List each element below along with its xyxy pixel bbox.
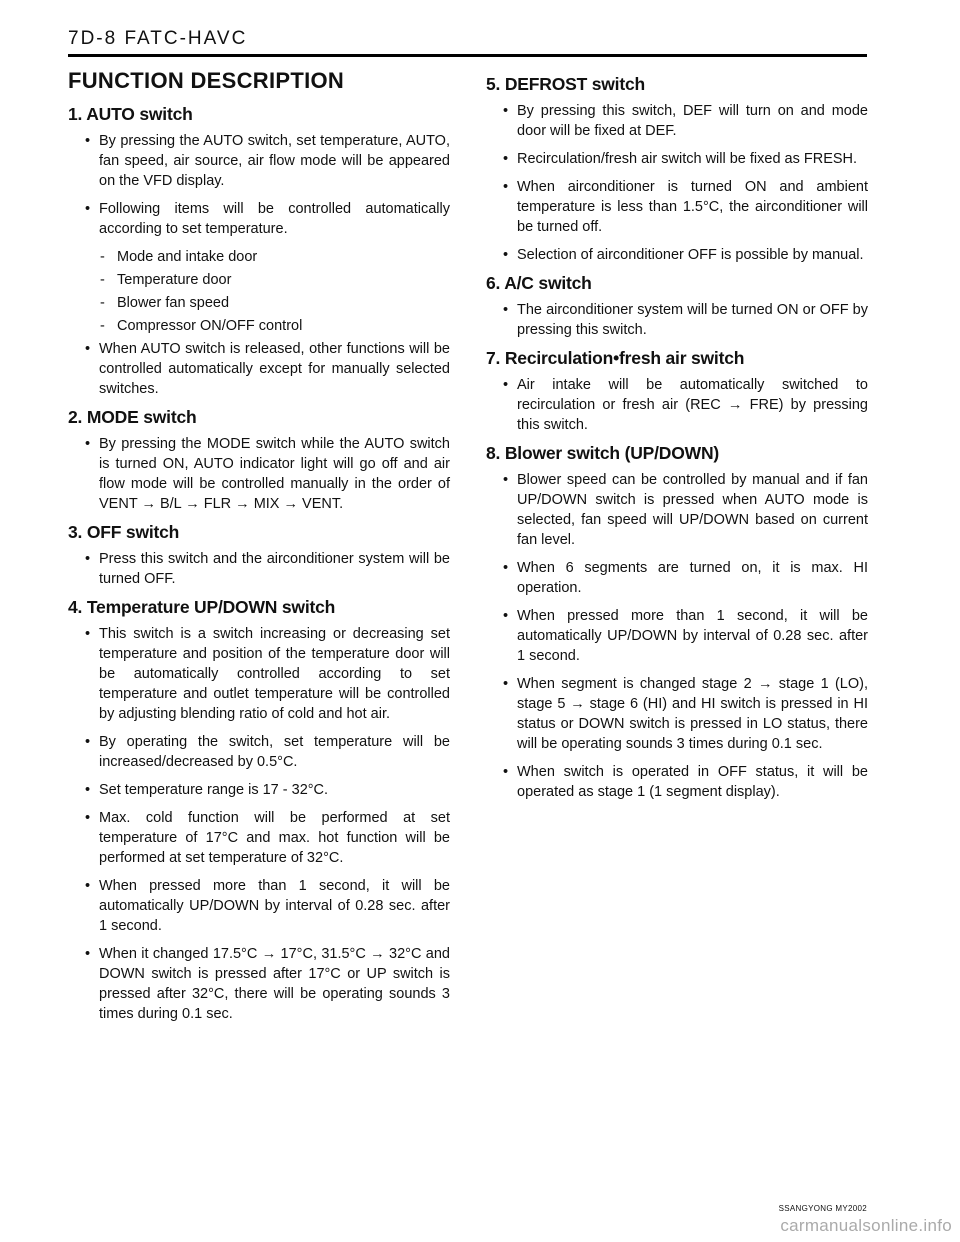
bullet-text: When 6 segments are turned on, it is max. HI operation. (517, 560, 868, 596)
dash-icon: - (100, 318, 105, 334)
section (68, 104, 450, 399)
section (68, 597, 450, 1024)
left-column (68, 68, 450, 1032)
bullet-text: When pressed more than 1 second, it will be automatically UP/DOWN by interval of 0.28 sec. after 1 second. (517, 608, 868, 664)
bullet-text: When AUTO switch is released, other functions will be controlled automatically except for manually selected switches. (99, 341, 450, 397)
section-heading: 3. OFF switch (68, 522, 180, 542)
bullet-icon: • (503, 179, 509, 195)
bullet-icon: • (503, 472, 509, 488)
bullet-text: Air intake will be automatically switched to recirculation or fresh air (REC → FRE) by pressing this switch. (517, 377, 868, 433)
sub-item (68, 293, 450, 313)
bullet-icon: • (503, 103, 509, 119)
bullet-icon: • (85, 810, 91, 826)
bullet-text: Following items will be controlled automatically according to set temperature. (99, 201, 450, 237)
bullet-icon: • (503, 608, 509, 624)
section-heading: 5. DEFROST switch (486, 74, 645, 94)
bullet-text: Press this switch and the airconditioner system will be turned OFF. (99, 551, 450, 587)
bullet-item (68, 131, 450, 191)
bullet-text: Recirculation/fresh air switch will be fixed as FRESH. (517, 151, 858, 167)
bullet-item (68, 199, 450, 239)
bullet-item (68, 780, 450, 800)
bullet-icon: • (503, 377, 509, 393)
bullet-icon: • (503, 764, 509, 780)
bullet-icon: • (85, 626, 91, 642)
sub-item (68, 270, 450, 290)
bullet-item (486, 558, 868, 598)
section-heading: 2. MODE switch (68, 407, 197, 427)
bullet-item (68, 876, 450, 936)
bullet-icon: • (85, 436, 91, 452)
bullet-text: Max. cold function will be performed at set temperature of 17°C and max. hot function will be performed at set temperature of 32°C. (99, 810, 450, 866)
sub-item (68, 247, 450, 267)
footer-text: SSANGYONG MY2002 (778, 1204, 867, 1213)
bullet-item (486, 101, 868, 141)
watermark-link[interactable]: carmanualsonline.info (780, 1216, 952, 1235)
right-column (486, 68, 868, 810)
section-heading: 7. Recirculation•fresh air switch (486, 348, 745, 368)
right-sections (486, 74, 868, 802)
bullet-item (486, 149, 868, 169)
bullet-text: When it changed 17.5°C → 17°C, 31.5°C → 32°C and DOWN switch is pressed after 17°C or UP switch is pressed after 32°C, there will be operating sounds 3 times during 0.1 sec. (99, 946, 450, 1022)
bullet-text: When airconditioner is turned ON and ambient temperature is less than 1.5°C, the airconditioner will be turned off. (517, 179, 868, 235)
bullet-icon: • (85, 782, 91, 798)
sub-item-text: Compressor ON/OFF control (117, 318, 303, 334)
bullet-icon: • (503, 560, 509, 576)
left-sections (68, 104, 450, 1024)
sub-item (68, 316, 450, 336)
section (486, 443, 868, 802)
bullet-item (68, 808, 450, 868)
dash-icon: - (100, 272, 105, 288)
bullet-text: The airconditioner system will be turned ON or OFF by pressing this switch. (517, 302, 868, 338)
bullet-text: Selection of airconditioner OFF is possible by manual. (517, 247, 864, 263)
bullet-item (486, 300, 868, 340)
bullet-item (486, 177, 868, 237)
bullet-item (68, 732, 450, 772)
section-heading: 1. AUTO switch (68, 104, 193, 124)
section (68, 522, 450, 589)
section (486, 74, 868, 265)
bullet-text: When pressed more than 1 second, it will be automatically UP/DOWN by interval of 0.28 sec. after 1 second. (99, 878, 450, 934)
page-header-title: 7D-8 FATC-HAVC (68, 28, 248, 49)
bullet-icon: • (85, 341, 91, 357)
bullet-item (68, 624, 450, 724)
section-heading: 4. Temperature UP/DOWN switch (68, 597, 336, 617)
bullet-item (486, 470, 868, 550)
bullet-text: By pressing this switch, DEF will turn on and mode door will be fixed at DEF. (517, 103, 868, 139)
bullet-item (486, 762, 868, 802)
bullet-icon: • (503, 676, 509, 692)
sub-item-text: Temperature door (117, 272, 232, 288)
section (68, 407, 450, 514)
bullet-icon: • (503, 247, 509, 263)
section (486, 273, 868, 340)
bullet-item (486, 606, 868, 666)
dash-icon: - (100, 249, 105, 265)
dash-icon: - (100, 295, 105, 311)
bullet-text: By pressing the MODE switch while the AUTO switch is turned ON, AUTO indicator light will go off and air flow mode will be controlled manually in the order of VENT → B/L → FLR → MIX → VENT. (99, 436, 450, 512)
bullet-icon: • (85, 551, 91, 567)
bullet-text: When switch is operated in OFF status, it will be operated as stage 1 (1 segment display). (517, 764, 868, 800)
section-heading: 8. Blower switch (UP/DOWN) (486, 443, 720, 463)
bullet-text: Blower speed can be controlled by manual and if fan UP/DOWN switch is pressed when AUTO mode is selected, fan speed will UP/DOWN based on current fan level. (517, 472, 868, 548)
sub-item-text: Blower fan speed (117, 295, 230, 311)
bullet-icon: • (85, 734, 91, 750)
section (486, 348, 868, 435)
bullet-item (68, 549, 450, 589)
bullet-item (486, 375, 868, 435)
bullet-icon: • (503, 302, 509, 318)
page-title: FUNCTION DESCRIPTION (68, 68, 345, 93)
bullet-item (68, 944, 450, 1024)
bullet-icon: • (85, 201, 91, 217)
bullet-item (68, 434, 450, 514)
bullet-item (486, 674, 868, 754)
bullet-icon: • (85, 878, 91, 894)
section-heading: 6. A/C switch (486, 273, 592, 293)
bullet-item (486, 245, 868, 265)
bullet-icon: • (85, 133, 91, 149)
bullet-item (68, 339, 450, 399)
bullet-text: This switch is a switch increasing or decreasing set temperature and position of the temperature door will be automatically controlled according to set temperature and outlet temperature will be controlled by adjusting blending ratio of cold and hot air. (99, 626, 450, 722)
bullet-text: When segment is changed stage 2 → stage 1 (LO), stage 5 → stage 6 (HI) and HI switch is pressed in HI status or DOWN switch is pressed in LO status, there will be operating sounds 3 times during 0.1 sec. (517, 676, 868, 752)
bullet-icon: • (85, 946, 91, 962)
bullet-text: By pressing the AUTO switch, set temperature, AUTO, fan speed, air source, air flow mode will be appeared on the VFD display. (99, 133, 450, 189)
bullet-text: Set temperature range is 17 - 32°C. (99, 782, 329, 798)
sub-item-text: Mode and intake door (117, 249, 258, 265)
header-rule (68, 54, 867, 57)
bullet-text: By operating the switch, set temperature will be increased/decreased by 0.5°C. (99, 734, 450, 770)
bullet-icon: • (503, 151, 509, 167)
